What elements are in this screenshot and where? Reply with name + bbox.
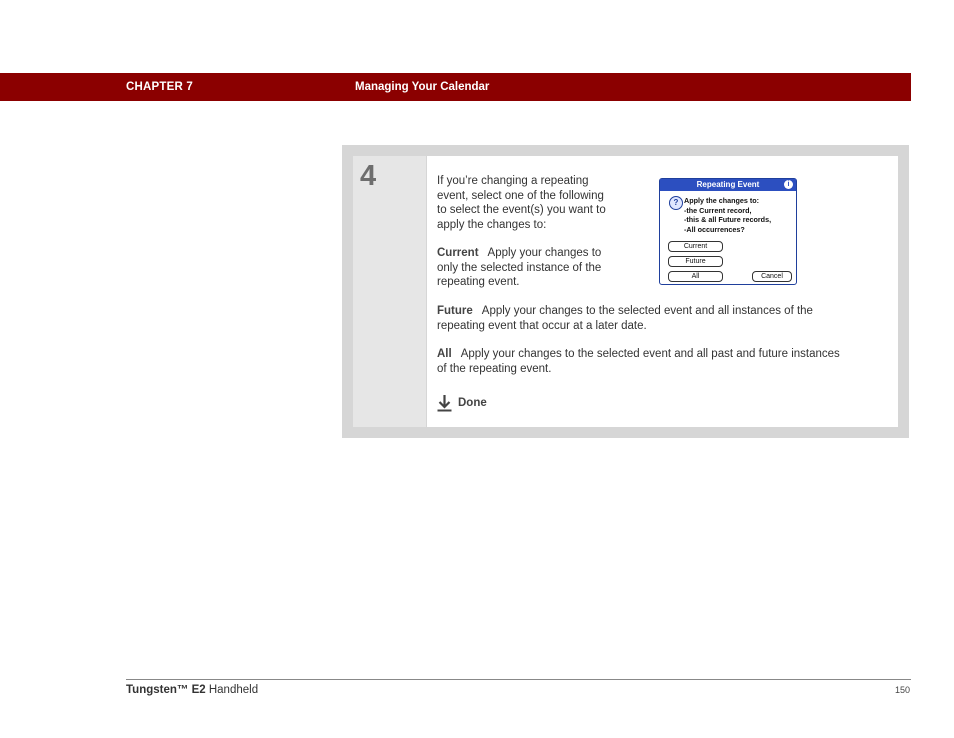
intro-line: event, select one of the following bbox=[437, 189, 604, 202]
done-label: Done bbox=[458, 397, 487, 409]
page-number: 150 bbox=[895, 685, 911, 695]
question-icon: ? bbox=[669, 196, 683, 210]
option-desc: repeating event. bbox=[437, 276, 520, 288]
cancel-button[interactable]: Cancel bbox=[752, 271, 792, 282]
step-number: 4 bbox=[360, 160, 377, 192]
option-desc: repeating event that occur at a later date. bbox=[437, 319, 647, 332]
option-future bbox=[437, 304, 813, 333]
product-suffix: Handheld bbox=[208, 684, 259, 696]
intro-line: If you’re changing a repeating bbox=[437, 175, 589, 187]
dialog-message: Apply the changes to: -the Current record, -this & all Future records, -All occurrences? bbox=[684, 196, 772, 234]
option-desc: Apply your changes to the selected event and all past and future instances bbox=[460, 348, 840, 360]
done-row bbox=[437, 394, 487, 412]
option-term-all: All bbox=[437, 348, 452, 360]
repeating-event-dialog bbox=[659, 178, 797, 285]
info-icon[interactable]: i bbox=[784, 180, 793, 189]
option-desc: Apply your changes to bbox=[487, 247, 602, 259]
all-button[interactable]: All bbox=[668, 271, 723, 282]
option-term-future: Future bbox=[437, 305, 473, 317]
option-all bbox=[437, 347, 840, 376]
future-button[interactable]: Future bbox=[668, 256, 723, 267]
step-number-column bbox=[353, 156, 426, 427]
option-desc: Apply your changes to the selected event and all instances of the bbox=[481, 305, 813, 317]
intro-line: apply the changes to: bbox=[437, 218, 547, 231]
chapter-title: Managing Your Calendar bbox=[355, 81, 490, 93]
intro-line: to select the event(s) you want to bbox=[437, 204, 606, 216]
footer-product bbox=[126, 684, 258, 696]
option-term-current: Current bbox=[437, 247, 479, 259]
option-desc: of the repeating event. bbox=[437, 362, 552, 375]
option-current bbox=[437, 246, 601, 290]
footer-rule bbox=[126, 679, 911, 680]
current-button[interactable]: Current bbox=[668, 241, 723, 252]
dialog-title-bar bbox=[660, 179, 796, 191]
step-intro bbox=[437, 174, 606, 232]
chapter-label: CHAPTER 7 bbox=[126, 81, 193, 93]
dialog-title: Repeating Event bbox=[696, 180, 760, 189]
product-name: Tungsten™ E2 bbox=[126, 684, 206, 696]
option-desc: only the selected instance of the bbox=[437, 261, 602, 274]
down-arrow-icon bbox=[437, 394, 452, 412]
